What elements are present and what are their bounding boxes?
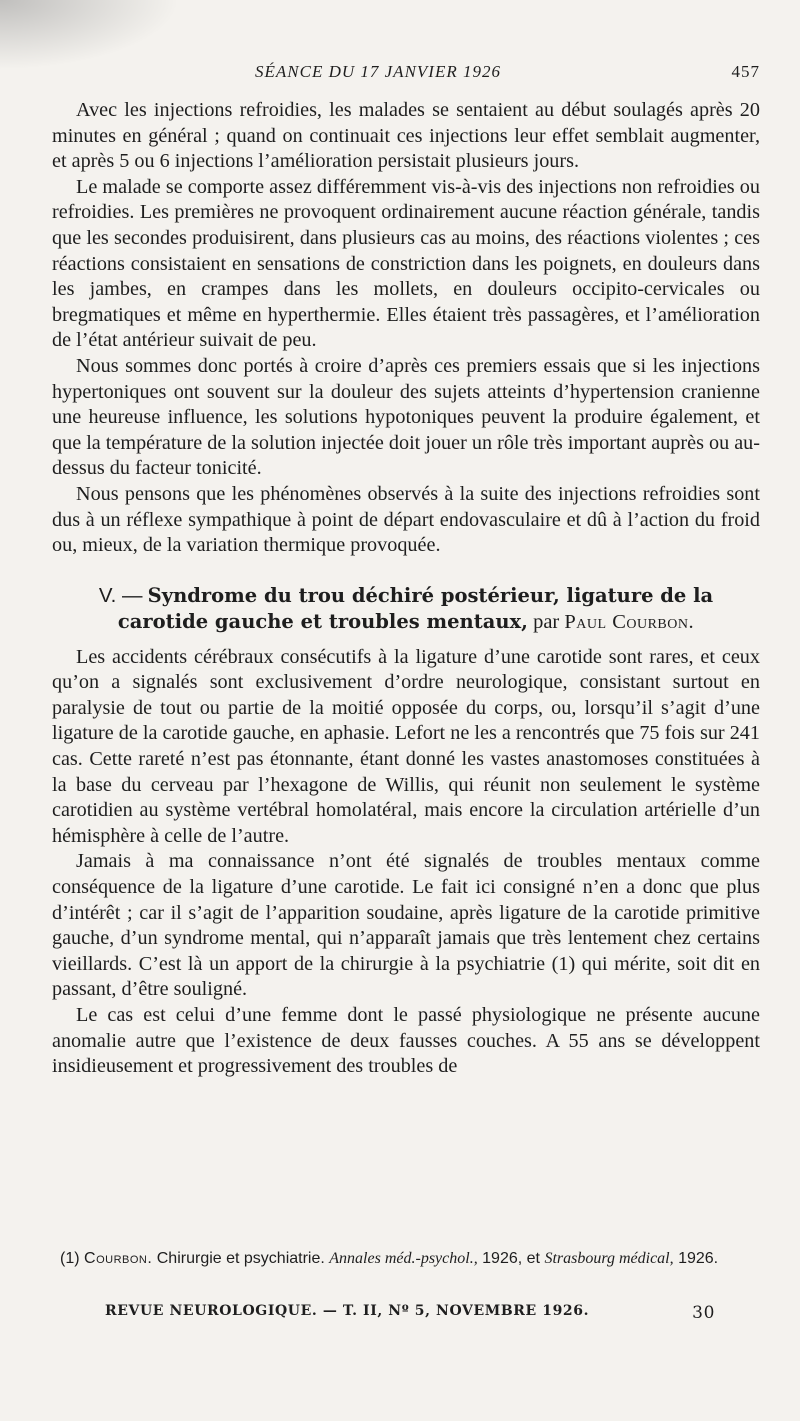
footnote-year-2: 1926.	[678, 1250, 719, 1267]
footnote-title: Chirurgie et psychiatrie.	[156, 1250, 325, 1267]
paragraph: Nous pensons que les phénomènes observés à la suite des injections refroidies sont dus à un réflexe sympathique à point de départ endovasculaire et dû à l’action du froid ou, mieux, de la variation thermique provoquée.	[52, 482, 760, 557]
footnote-marker: (1)	[60, 1250, 80, 1267]
page-footer	[105, 1303, 715, 1323]
section-by: par	[533, 611, 560, 634]
footer-journal: REVUE NEUROLOGIQUE.	[105, 1303, 318, 1319]
footnote	[60, 1250, 760, 1268]
page-number: 457	[731, 62, 760, 81]
running-title: SÉANCE DU 17 JANVIER 1926	[255, 62, 501, 81]
scan-shadow	[0, 0, 180, 70]
paragraph: Le malade se comporte assez différemment vis-à-vis des injections non refroidies ou refroidies. Les premières ne provoquent ordinairement aucune réaction générale, tandis que les secondes produisirent, dans plusieurs cas au moins, des réactions violentes ; ces réactions consistaient en sensations de constriction dans les poignets, en douleurs dans les jambes, en crampes dans les mollets, en douleurs occipito-cervicales ou bregmatiques et même en hyperthermie. Elles étaient très passagères, et l’amélioration de l’état antérieur suivait de peu.	[52, 175, 760, 352]
paragraph: Jamais à ma connaissance n’ont été signalés de troubles mentaux comme conséquence de la ligature d’une carotide. Le fait ici consigné n’en a donc que plus d’intérêt ; car il s’agit de l’apparition soudaine, après ligature de la carotide primitive gauche, d’un syndrome mental, qui n’apparaît jamais que très lentement chez certains vieillards. C’est là un apport de la chirurgie à la psychiatrie (1) qui mérite, soit dit en passant, d’être souligné.	[52, 850, 760, 1001]
paragraph: Le cas est celui d’une femme dont le passé physiologique ne présente aucune anomalie autre que l’existence de deux fausses couches. A 55 ans se développent insidieusement et progressivement des troubles de	[52, 1004, 760, 1078]
section-number: V. —	[98, 583, 143, 607]
footnote-journal-2: Strasbourg médical,	[544, 1250, 674, 1267]
section-heading	[52, 583, 760, 636]
footnote-year-1: 1926,	[482, 1250, 523, 1267]
section-author: Paul Courbon.	[564, 611, 695, 634]
footnote-and: et	[526, 1250, 540, 1267]
footer-volume: — T. II, Nº 5, NOVEMBRE 1926.	[322, 1303, 590, 1319]
footnote-author: Courbon.	[84, 1250, 153, 1267]
body-text	[52, 98, 760, 1080]
running-header	[255, 62, 760, 82]
paragraph: Nous sommes donc portés à croire d’après ces premiers essais que si les injections hypertoniques ont souvent sur la douleur des sujets atteints d’hypertension cranienne une heureuse influence, les solutions hypotoniques peuvent la produire également, et que la température de la solution injectée doit jouer un rôle très important auprès ou au-dessus du facteur tonicité.	[52, 354, 761, 480]
footnote-journal-1: Annales méd.-psychol.,	[329, 1250, 478, 1267]
footer-signature: 30	[692, 1303, 715, 1323]
paragraph: Les accidents cérébraux consécutifs à la ligature d’une carotide sont rares, et ceux qu’on a signalés sont exclusivement d’ordre neurologique, consistant surtout en paralysie de tout ou partie de la moitié opposée du corps, ou, lorsqu’il s’agit d’une ligature de la carotide gauche, en aphasie. Lefort ne les a rencontrés que 75 fois sur 241 cas. Cette rareté n’est pas étonnante, étant donné les vastes anastomoses constituées à la base du cerveau par l’hexagone de Willis, qui réunit non seulement le système carotidien au système vertébral homolatéral, mais encore la circulation artérielle d’un hémisphère à celle de l’autre.	[52, 645, 760, 847]
section-title: Syndrome du trou déchiré postérieur, ligature de la carotide gauche et troubles mentaux,	[117, 583, 714, 634]
paragraph: Avec les injections refroidies, les malades se sentaient au début soulagés après 20 minutes en général ; quand on continuait ces injections leur effet semblait augmenter, et après 5 ou 6 injections l’amélioration persistait plusieurs jours.	[52, 99, 760, 173]
